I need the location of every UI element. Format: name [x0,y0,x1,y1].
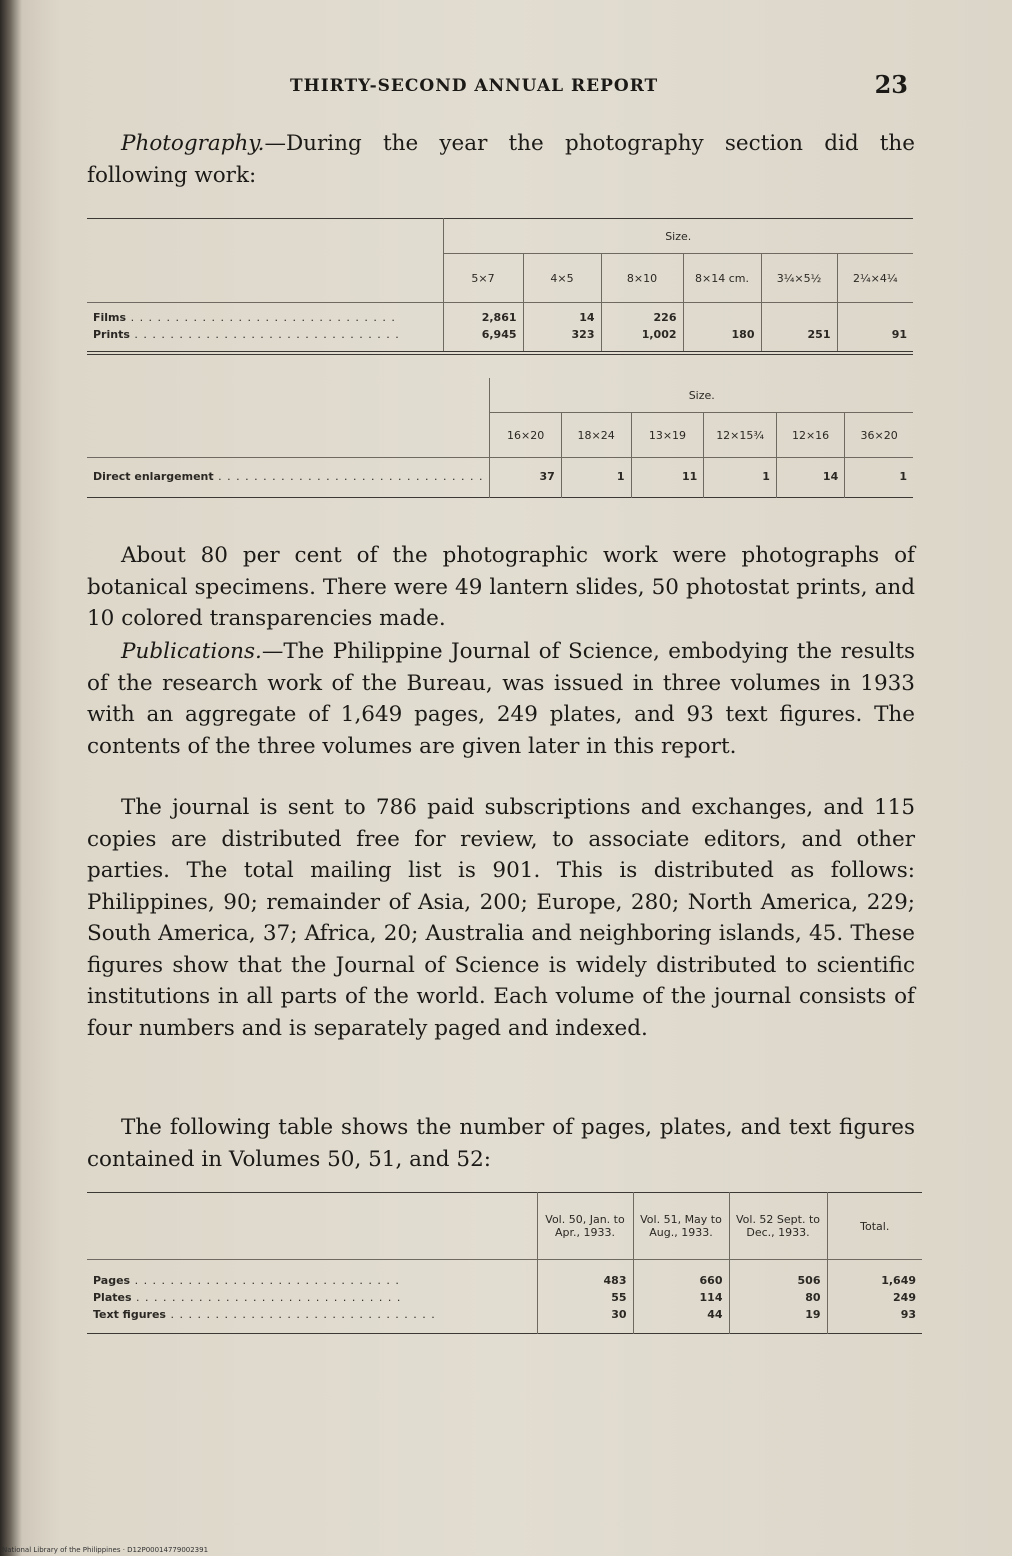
volumes-table [87,1192,922,1334]
table-cell: 14 [523,303,601,327]
table-cell: 6,945 [443,326,523,353]
table-cell: 1 [845,458,913,498]
col-header: 2¼×4¼ [837,254,913,303]
table-row [87,326,913,353]
paragraph-journal-distribution: The journal is sent to 786 paid subscriptions and exchanges, and 115 copies are distributed free for review, to associate editors, and other parties. The total mailing list is 901. This is distributed as follows: Philippines, 90; remainder of Asia, 200; Europe, 280; North America, 229; South America, 37; Africa, 20; Australia and neighboring islands, 45. These figures show that the Journal of Science is widely distributed to scientific institutions in all parts of the world. Each volume of the journal consists of four numbers and is separately paged and indexed. [87,795,915,1041]
table-row [87,1306,922,1334]
photography-table-1 [87,218,913,355]
col-header: Vol. 50, Jan. to Apr., 1933. [537,1193,633,1260]
table-cell [683,303,761,327]
table-cell: 249 [827,1289,922,1306]
publications-text: —The Philippine Journal of Science, embodying the results of the research work of the Bureau, was issued in three volumes in 1933 with an aggregate of 1,649 pages, 249 plates, and 93 text figures. The contents of the three volumes are given later in this report. [87,639,915,759]
table-cell: 323 [523,326,601,353]
table-cell: 1 [561,458,631,498]
table-cell: 1 [704,458,777,498]
table-cell: 37 [490,458,561,498]
table-cell: 1,002 [601,326,683,353]
photography-intro [87,128,915,191]
table-cell: 180 [683,326,761,353]
table-row [87,458,913,498]
table-cell: 19 [729,1306,827,1334]
table-cell: 44 [633,1306,729,1334]
publications-lead: Publications. [121,639,262,664]
table-cell: 1,649 [827,1260,922,1290]
col-header: 36×20 [845,413,913,458]
table-row [87,303,913,327]
col-header: 18×24 [561,413,631,458]
size-group-header: Size. [490,378,913,413]
paragraph-photographic-work: About 80 per cent of the photographic work were photographs of botanical specimens. There were 49 lantern slides, 50 photostat prints, and 10 colored transparencies made. [87,543,915,631]
row-label: Text figures [93,1308,166,1321]
col-header: 5×7 [443,254,523,303]
table-cell: 11 [631,458,704,498]
size-group-header: Size. [443,219,913,254]
col-header: 8×14 cm. [683,254,761,303]
row-label: Prints [93,328,130,341]
table-cell: 80 [729,1289,827,1306]
paragraph-following-table: The following table shows the number of pages, plates, and text figures contained in Volumes 50, 51, and 52: [87,1115,915,1172]
row-label: Films [93,311,127,324]
table-cell: 30 [537,1306,633,1334]
table-cell: 226 [601,303,683,327]
table-cell: 506 [729,1260,827,1290]
table-cell: 14 [776,458,844,498]
col-header: 13×19 [631,413,704,458]
table-cell: 483 [537,1260,633,1290]
table-row [87,1289,922,1306]
row-label: Direct enlargement [93,470,214,483]
table-cell: 93 [827,1306,922,1334]
table-row [87,1260,922,1290]
row-label: Plates [93,1291,132,1304]
photography-intro-text: —During the year the photography section did the following work: [87,131,915,188]
report-title: THIRTY-SECOND ANNUAL REPORT [290,76,659,96]
scan-credit: National Library of the Philippines · D12P00014779002391 [2,1546,209,1554]
row-label: Pages [93,1274,131,1287]
table-cell: 114 [633,1289,729,1306]
table-cell [761,303,837,327]
photography-table-2 [87,378,913,498]
col-header: 16×20 [490,413,561,458]
table-cell: 660 [633,1260,729,1290]
col-header: 4×5 [523,254,601,303]
col-header: Vol. 52 Sept. to Dec., 1933. [729,1193,827,1260]
photography-lead: Photography. [121,131,265,156]
page-number: 23 [874,70,908,99]
col-header: 3¼×5½ [761,254,837,303]
table-cell: 55 [537,1289,633,1306]
table-cell: 91 [837,326,913,353]
col-header: 8×10 [601,254,683,303]
col-header: Total. [827,1193,922,1260]
table-cell: 251 [761,326,837,353]
paragraph-publications [87,636,915,762]
table-cell: 2,861 [443,303,523,327]
col-header: Vol. 51, May to Aug., 1933. [633,1193,729,1260]
col-header: 12×15¾ [704,413,777,458]
col-header: 12×16 [776,413,844,458]
table-cell [837,303,913,327]
running-header [290,72,910,102]
